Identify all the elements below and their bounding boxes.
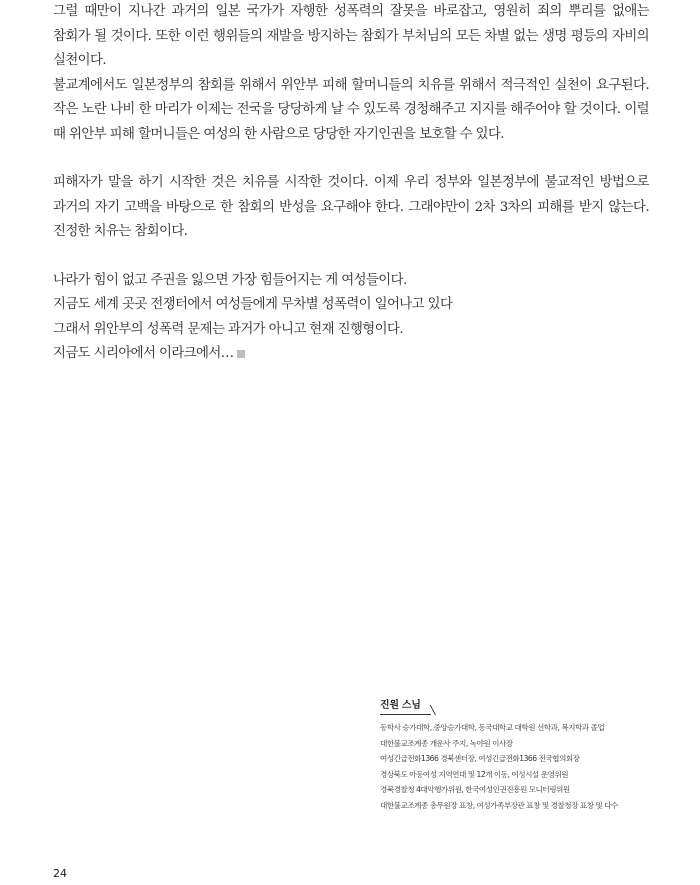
paragraph-3: 피해자가 말을 하기 시작한 것은 치유를 시작한 것이다. 이제 우리 정부와 일본정부에 불교적인 방법으로 과거의 자기 고백을 바탕으로 한 참회의 반성을 요구해야 한다. 그래야만이 2차 3차의 피해를 받지 않는다. 진정한 치유는 참회이다. [53,175,649,239]
bio-item: 경북경찰청 4대악행가위원, 한국여성인권진흥원 모니터링위원 [380,785,570,794]
bio-item: 대한불교조계종 개운사 주지, 녹야원 이사장 [380,738,513,748]
bio-item: 동학사 승가대학, 중앙승가대학, 동국대학교 대학원 선학과, 복지학과 졸업 [380,723,605,732]
paragraph-2: 불교계에서도 일본정부의 참회를 위해서 위안부 피해 할머니들의 치유를 위해서 적극적인 실천이 요구된다. 작은 노란 나비 한 마리가 이제는 전국을 당당하게 날 수 있도록 경청해주고 지지를 해주어야 할 것이다. 이럴 때 위안부 피해 할머니들은 여성의 한 사람으로 당당한 자기인권을 보호할 수 있다. [53,77,649,142]
closing-line-4 [53,342,649,367]
author-underline [380,714,431,715]
author-name: 진원 스님 [380,700,421,711]
bio-item: 여성긴급전화1366 경북센터장, 여성긴급전화1366 전국협의회장 [380,754,580,763]
bio-item: 대한불교조계종 총무원장 표창, 여성가족부장관 표창 및 경찰청장 표창 및 다수 [380,800,618,810]
end-mark-icon [237,350,245,358]
author-bio-list [380,720,670,813]
bio-item: 경상북도 아동여성 지역연대 및 12개 이동, 여성시설 운영위원 [380,769,569,779]
page-number: 24 [53,867,67,880]
closing-line-4-text: 지금도 시리아에서 이라크에서… [53,346,234,361]
closing-line-3: 그래서 위안부의 성폭력 문제는 과거가 아니고 현재 진행형이다. [53,321,403,337]
paragraph-1: 그럴 때만이 지나간 과거의 일본 국가가 자행한 성폭력의 잘못을 바로잡고, 영원히 죄의 뿌리를 없애는 참회가 될 것이다. 또한 이런 행위들의 재발을 방지하는 참회가 부처님의 모든 차별 없는 생명 평등의 자비의 실천이다. [53,4,649,68]
author-profile [380,693,670,813]
closing-line-2: 지금도 세계 곳곳 전쟁터에서 여성들에게 무차별 성폭력이 일어나고 있다 [53,297,453,312]
closing-line-1: 나라가 힘이 없고 주권을 잃으면 가장 힘들어지는 게 여성들이다. [53,272,407,288]
article-body [53,0,649,367]
closing-lines [53,269,649,367]
author-heading [380,693,431,715]
